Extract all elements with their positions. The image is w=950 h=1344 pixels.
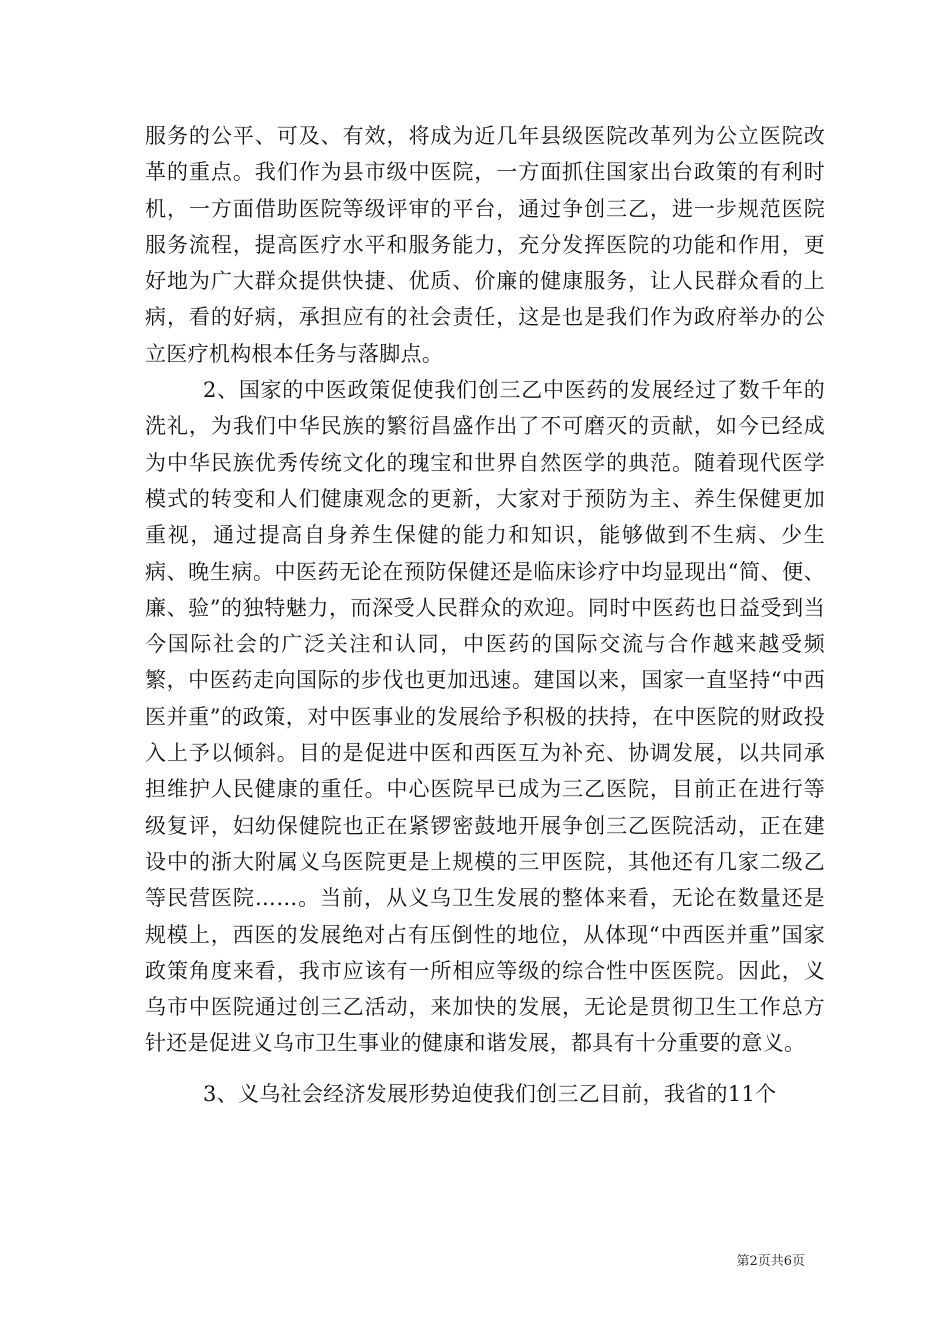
paragraph-2: 2、国家的中医政策促使我们创三乙中医药的发展经过了数千年的洗礼，为我们中华民族的繁衍昌盛作出了不可磨灭的贡献，如今已经成为中华民族优秀传统文化的瑰宝和世界自然医学的典范。随着现代医学模式的转变和人们健康观念的更新，大家对于预防为主、养生保健更加重视，通过提高自身养生保健的能力和知识，能够做到不生病、少生病、晚生病。中医药无论在预防保健还是临床诊疗中均显现出“简、便、廉、验”的独特魅力，而深受人民群众的欢迎。同时中医药也日益受到当今国际社会的广泛关注和认同，中医药的国际交流与合作越来越受频繁，中医药走向国际的步伐也更加迅速。建国以来，国家一直坚持“中西医并重”的政策，对中医事业的发展给予积极的扶持，在中医院的财政投入上予以倾斜。目的是促进中医和西医互为补充、协调发展，以共同承担维护人民健康的重任。中心医院早已成为三乙医院，目前正在进行等级复评，妇幼保健院也正在紧锣密鼓地开展争创三乙医院活动，正在建设中的浙大附属义乌医院更是上规模的三甲医院，其他还有几家二级乙等民营医院……。当前，从义乌卫生发展的整体来看，无论在数量还是规模上，西医的发展绝对占有压倒性的地位，从体现“中西医并重”国家政策角度来看，我市应该有一所相应等级的综合性中医医院。因此，义乌市中医院通过创三乙活动，来加快的发展，无论是贯彻卫生工作总方针还是促进义乌市卫生事业的健康和谐发展，都具有十分重要的意义。 [145, 378, 825, 1056]
document-body [145, 118, 825, 1112]
paragraph-3: 3、义乌社会经济发展形势迫使我们创三乙目前，我省的11个 [203, 1081, 777, 1106]
paragraph-1: 服务的公平、可及、有效，将成为近几年县级医院改革列为公立医院改革的重点。我们作为县市级中医院，一方面抓住国家出台政策的有利时机，一方面借助医院等级评审的平台，通过争创三乙，进一步规范医院服务流程，提高医疗水平和服务能力，充分发挥医院的功能和作用，更好地为广大群众提供快捷、优质、价廉的健康服务，让人民群众看的上病，看的好病，承担应有的社会责任，这是也是我们作为政府举办的公立医疗机构根本任务与落脚点。 [145, 124, 825, 366]
page-number: 第2页共6页 [736, 1254, 805, 1269]
